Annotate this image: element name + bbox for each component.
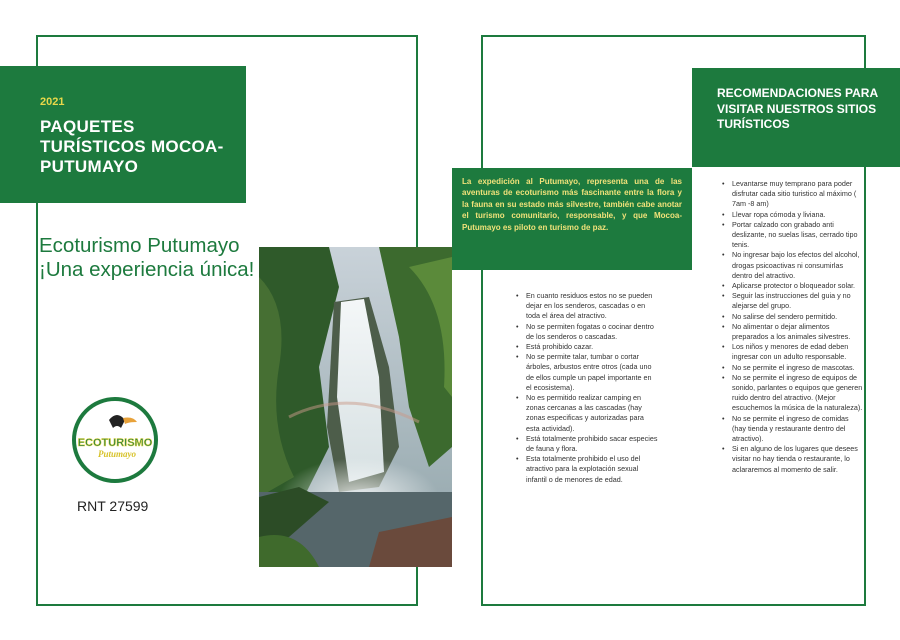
list-item: • Está totalmente prohibido sacar especies de fauna y flora. [526,434,658,454]
list-item: • No es permitido realizar camping en zonas cercanas a las cascadas (hay zonas especificas y autorizadas para esta actividad). [526,393,658,434]
list-item: • No se permite el ingreso de equipos de sonido, parlantes o equipos que generen ruido dentro del atractivo. (Mejor escuchemos la música de la naturaleza). [732,373,864,414]
list-item: • Esta totalmente prohibido el uso del atractivo para la explotación sexual infantil o de menores de edad. [526,454,658,485]
list-item: • Portar calzado con grabado anti deslizante, no suelas lisas, cerrado tipo tenis. [732,220,864,251]
list-item: • No salirse del sendero permitido. [732,312,864,322]
list-item: • No se permite el ingreso de comidas (hay tienda y restaurante dentro del atractivo). [732,414,864,445]
list-item: • Los niños y menores de edad deben ingresar con un adulto responsable. [732,342,864,362]
rules-list [512,291,658,485]
page-title: PAQUETES TURÍSTICOS MOCOA-PUTUMAYO [40,117,224,176]
recommendations-list [718,179,864,475]
year-label: 2021 [40,96,65,108]
list-item: • No se permiten fogatas o cocinar dentro de los senderos o cascadas. [526,322,658,342]
list-item: • Seguir las instrucciones del guia y no alejarse del grupo. [732,291,864,311]
list-item: • No alimentar o dejar alimentos preparados a los animales silvestres. [732,322,864,342]
list-item: • No ingresar bajo los efectos del alcohol, drogas psicoactivas ni consumirlas dentro del atractivo. [732,250,864,281]
list-item: • Si en alguno de los lugares que desees visitar no hay tienda o restaurante, lo aclararemos al momento de salir. [732,444,864,475]
list-item: • No se permite el ingreso de mascotas. [732,363,864,373]
intro-text: La expedición al Putumayo, representa una de las aventuras de ecoturismo más fascinante entre la flora y la fauna en su estado más silvestre, también cabe anotar el turismo comunitario, responsable, y que Mocoa-Putumayo es piloto en turismo de paz. [462,177,682,232]
list-item: • No se permite talar, tumbar o cortar árboles, arbustos entre otros (cada uno de ellos cumple un papel importante en el ecosistema). [526,352,658,393]
list-item: • Aplicarse protector o bloqueador solar. [732,281,864,291]
svg-text:Putumayo: Putumayo [97,449,137,459]
svg-text:ECOTURISMO: ECOTURISMO [77,437,153,449]
list-item: • Levantarse muy temprano para poder disfrutar cada sitio turistico al máximo ( 7am -8 am) [732,179,864,210]
ecoturismo-logo [71,396,159,484]
list-item: • Llevar ropa cómoda y liviana. [732,210,864,220]
waterfall-photo [259,247,452,567]
list-item: • En cuanto residuos estos no se pueden dejar en los senderos, cascadas o en toda el área del atractivo. [526,291,658,322]
list-item: • Está prohibido cazar. [526,342,658,352]
rnt-number: RNT 27599 [77,498,149,514]
subtitle: Ecoturismo Putumayo ¡Una experiencia única! [39,234,255,281]
recommendations-title: RECOMENDACIONES PARA VISITAR NUESTROS SITIOS TURÍSTICOS [717,86,878,131]
